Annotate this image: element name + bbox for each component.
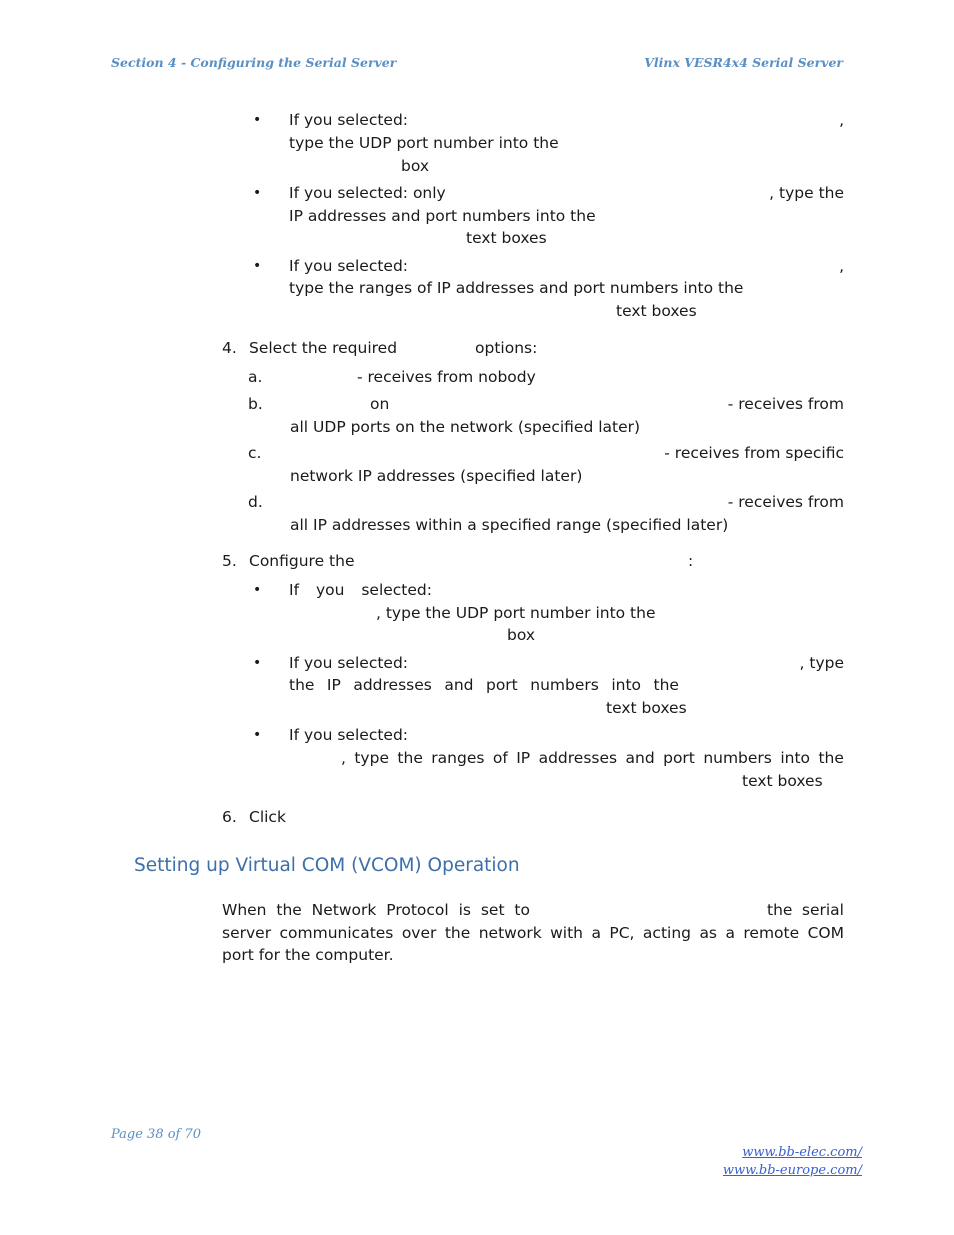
sub-text: on xyxy=(370,395,390,413)
bullet-marker: • xyxy=(253,727,262,743)
sub-text: - receives from xyxy=(727,395,844,413)
bullet-line: box xyxy=(401,157,430,175)
bullet-marker: • xyxy=(253,112,262,128)
step-number: 6. xyxy=(222,808,237,826)
bullet-marker: • xyxy=(253,185,262,201)
paragraph-line: server communicates over the network with a PC, acting as a remote COM xyxy=(222,924,844,942)
step-number: 5. xyxy=(222,552,237,570)
sub-text: network IP addresses (specified later) xyxy=(290,467,583,485)
bullet-line: IP addresses and port numbers into the xyxy=(289,207,596,225)
bullet-line: , type the UDP port number into the xyxy=(376,604,656,622)
bullet-line: box xyxy=(507,626,536,644)
bullet-line: type the ranges of IP addresses and port numbers into the xyxy=(289,279,744,297)
sub-text: all UDP ports on the network (specified later) xyxy=(290,418,641,436)
section-heading: Setting up Virtual COM (VCOM) Operation xyxy=(134,855,520,876)
step-number: 4. xyxy=(222,339,237,357)
bullet-marker: • xyxy=(253,655,262,671)
paragraph-line: port for the computer. xyxy=(222,946,394,964)
sub-text: - receives from xyxy=(727,493,844,511)
bullet-marker: • xyxy=(253,258,262,274)
bullet-line: type the UDP port number into the xyxy=(289,134,559,152)
sub-letter: b. xyxy=(248,395,263,413)
bullet-line: If you selected: xyxy=(289,581,432,599)
sub-letter: c. xyxy=(248,444,262,462)
bullet-line: text boxes xyxy=(742,772,823,790)
footer-link-bb-elec[interactable]: www.bb-elec.com/ xyxy=(742,1145,862,1160)
bullet-line: If you selected: xyxy=(289,654,409,672)
bullet-line: If you selected: only , type the xyxy=(289,184,844,202)
sub-letter: d. xyxy=(248,493,263,511)
bullet-line: , type xyxy=(799,654,844,672)
sub-text: - receives from nobody xyxy=(357,368,536,386)
footer-link-bb-europe[interactable]: www.bb-europe.com/ xyxy=(722,1163,862,1178)
step-text: Click xyxy=(249,808,286,826)
sub-text: all IP addresses within a specified range (specified later) xyxy=(290,516,729,534)
bullet-line: the IP addresses and port numbers into the xyxy=(289,676,679,694)
step-text: Configure the xyxy=(249,552,355,570)
sub-text: - receives from specific xyxy=(664,444,844,462)
bullet-line: If you selected: , xyxy=(289,257,844,275)
bullet-line: text boxes xyxy=(466,229,547,247)
bullet-line: text boxes xyxy=(616,302,697,320)
header-product-name: Vlinx VESR4x4 Serial Server xyxy=(644,55,843,70)
step-text: Select the required xyxy=(249,339,398,357)
paragraph-line: the serial xyxy=(767,901,844,919)
header-section-title: Section 4 - Configuring the Serial Server xyxy=(111,55,397,70)
paragraph-line: When the Network Protocol is set to xyxy=(222,901,530,919)
step-text: : xyxy=(688,552,694,570)
sub-letter: a. xyxy=(248,368,263,386)
bullet-line: , type the ranges of IP addresses and port numbers into the xyxy=(341,749,844,767)
bullet-line: If you selected: xyxy=(289,726,409,744)
bullet-line: text boxes xyxy=(606,699,687,717)
bullet-line: If you selected: , xyxy=(289,111,844,129)
step-text: options: xyxy=(475,339,538,357)
bullet-marker: • xyxy=(253,582,262,598)
page-number: Page 38 of 70 xyxy=(111,1127,202,1142)
